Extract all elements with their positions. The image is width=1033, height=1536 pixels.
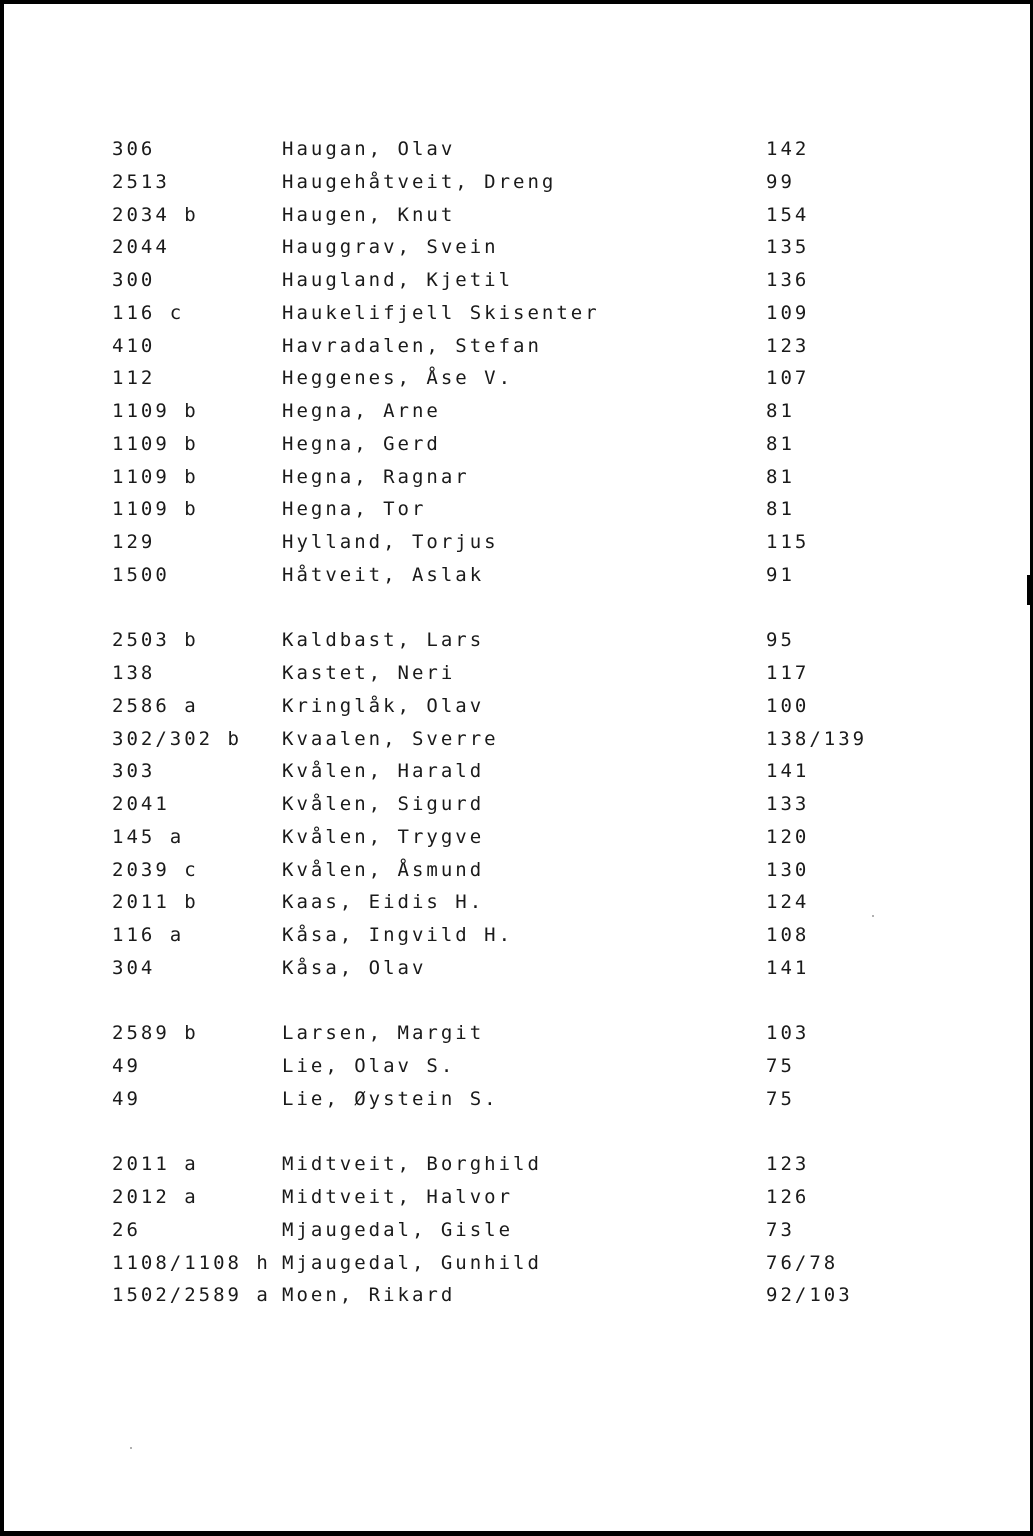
entry-reference-number: 145 a [112, 825, 185, 848]
entry-reference-number: 2513 [112, 170, 170, 193]
index-entry [0, 199, 1033, 232]
entry-page-number: 103 [766, 1022, 810, 1045]
entry-page-number: 76/78 [766, 1251, 839, 1274]
entry-page-number: 115 [766, 531, 810, 553]
entry-name: Kvålen, Åsmund [282, 858, 485, 881]
entry-page-number: 120 [766, 825, 810, 848]
entry-page-number: 108 [766, 924, 810, 946]
entry-reference-number: 26 [112, 1218, 141, 1241]
entry-page-number: 123 [766, 1153, 810, 1176]
entry-name: Hegna, Gerd [282, 432, 441, 455]
entry-reference-number: 2039 c [112, 858, 199, 881]
index-entry [0, 821, 1033, 854]
entry-page-number: 117 [766, 662, 810, 684]
entry-reference-number: 1109 b [112, 432, 199, 455]
entry-page-number: 92/103 [766, 1284, 853, 1307]
entry-page-number: 91 [766, 563, 795, 586]
entry-reference-number: 49 [112, 1055, 141, 1077]
entry-reference-number: 1109 b [112, 400, 199, 422]
entry-reference-number: 129 [112, 531, 156, 553]
entry-name: Hegna, Arne [282, 400, 441, 422]
entry-page-number: 81 [766, 432, 795, 455]
entry-name: Kvålen, Harald [282, 760, 485, 783]
entry-name: Midtveit, Borghild [282, 1153, 542, 1176]
index-entry [0, 1148, 1033, 1181]
entry-name: Kåsa, Olav [282, 956, 427, 979]
entry-name: Haukelifjell Skisenter [282, 301, 600, 324]
entry-name: Kvålen, Sigurd [282, 793, 485, 815]
entry-name: Moen, Rikard [282, 1284, 456, 1307]
entry-page-number: 107 [766, 367, 810, 390]
index-entry [0, 657, 1033, 690]
entry-name: Hylland, Torjus [282, 531, 499, 553]
entry-reference-number: 2586 a [112, 694, 199, 717]
index-entry [0, 1017, 1033, 1050]
index-entry [0, 428, 1033, 461]
entry-name: Kåsa, Ingvild H. [282, 924, 514, 946]
section-gap [0, 985, 1033, 1018]
entry-page-number: 141 [766, 956, 810, 979]
index-entry [0, 297, 1033, 330]
entry-page-number: 81 [766, 400, 795, 422]
entry-name: Haugen, Knut [282, 203, 456, 226]
entry-name: Hegna, Tor [282, 498, 427, 521]
entry-reference-number: 2011 a [112, 1153, 199, 1176]
index-entry [0, 166, 1033, 199]
index-entry [0, 624, 1033, 657]
entry-reference-number: 1109 b [112, 498, 199, 521]
entry-reference-number: 300 [112, 269, 156, 291]
name-index-list [0, 133, 1033, 1312]
entry-reference-number: 116 c [112, 301, 185, 324]
index-entry [0, 788, 1033, 821]
index-entry [0, 231, 1033, 264]
index-entry [0, 755, 1033, 788]
entry-name: Kaas, Eidis H. [282, 891, 485, 914]
entry-name: Mjaugedal, Gisle [282, 1218, 514, 1241]
entry-name: Haugehåtveit, Dreng [282, 170, 557, 193]
entry-name: Kvålen, Trygve [282, 825, 485, 848]
entry-name: Midtveit, Halvor [282, 1186, 514, 1208]
entry-page-number: 124 [766, 891, 810, 914]
entry-name: Kaldbast, Lars [282, 629, 485, 652]
entry-reference-number: 2044 [112, 236, 170, 259]
entry-reference-number: 49 [112, 1087, 141, 1110]
section-gap [0, 1116, 1033, 1149]
entry-reference-number: 410 [112, 334, 156, 357]
index-entry [0, 1279, 1033, 1312]
entry-reference-number: 302/302 b [112, 727, 242, 750]
index-entry [0, 723, 1033, 756]
scan-border-top [0, 0, 1033, 4]
entry-name: Havradalen, Stefan [282, 334, 542, 357]
entry-page-number: 130 [766, 858, 810, 881]
entry-reference-number: 112 [112, 367, 156, 390]
index-entry [0, 133, 1033, 166]
index-entry [0, 1214, 1033, 1247]
index-entry [0, 264, 1033, 297]
index-entry [0, 330, 1033, 363]
scan-speck [130, 1447, 132, 1449]
entry-reference-number: 304 [112, 956, 156, 979]
entry-page-number: 95 [766, 629, 795, 652]
section-gap [0, 592, 1033, 625]
index-entry [0, 493, 1033, 526]
entry-name: Hauggrav, Svein [282, 236, 499, 259]
entry-page-number: 138/139 [766, 727, 868, 750]
index-entry [0, 886, 1033, 919]
entry-reference-number: 303 [112, 760, 156, 783]
entry-page-number: 73 [766, 1218, 795, 1241]
entry-page-number: 142 [766, 138, 810, 160]
entry-page-number: 136 [766, 269, 810, 291]
entry-page-number: 100 [766, 694, 810, 717]
entry-page-number: 75 [766, 1055, 795, 1077]
index-entry [0, 1083, 1033, 1116]
entry-name: Kvaalen, Sverre [282, 727, 499, 750]
entry-reference-number: 1502/2589 a [112, 1284, 271, 1307]
entry-page-number: 126 [766, 1186, 810, 1208]
entry-reference-number: 2589 b [112, 1022, 199, 1045]
index-entry [0, 395, 1033, 428]
entry-name: Haugland, Kjetil [282, 269, 514, 291]
entry-reference-number: 2503 b [112, 629, 199, 652]
index-entry [0, 1050, 1033, 1083]
entry-name: Lie, Olav S. [282, 1055, 456, 1077]
entry-name: Lie, Øystein S. [282, 1087, 499, 1110]
index-entry [0, 690, 1033, 723]
index-entry [0, 461, 1033, 494]
index-entry [0, 919, 1033, 952]
index-entry [0, 559, 1033, 592]
entry-page-number: 75 [766, 1087, 795, 1110]
entry-name: Heggenes, Åse V. [282, 367, 514, 390]
index-entry [0, 362, 1033, 395]
entry-name: Larsen, Margit [282, 1022, 485, 1045]
entry-page-number: 154 [766, 203, 810, 226]
entry-page-number: 81 [766, 498, 795, 521]
entry-reference-number: 2041 [112, 793, 170, 815]
index-entry [0, 1247, 1033, 1280]
entry-reference-number: 1108/1108 h [112, 1251, 271, 1274]
index-entry [0, 1181, 1033, 1214]
entry-name: Kringlåk, Olav [282, 694, 485, 717]
entry-reference-number: 1500 [112, 563, 170, 586]
entry-reference-number: 2034 b [112, 203, 199, 226]
index-entry [0, 952, 1033, 985]
scan-border-bottom [0, 1531, 1033, 1536]
entry-reference-number: 138 [112, 662, 156, 684]
entry-reference-number: 2012 a [112, 1186, 199, 1208]
entry-name: Håtveit, Aslak [282, 563, 485, 586]
entry-reference-number: 306 [112, 138, 156, 160]
entry-page-number: 99 [766, 170, 795, 193]
entry-page-number: 141 [766, 760, 810, 783]
index-entry [0, 526, 1033, 559]
entry-page-number: 123 [766, 334, 810, 357]
entry-reference-number: 1109 b [112, 465, 199, 488]
entry-page-number: 135 [766, 236, 810, 259]
index-entry [0, 854, 1033, 887]
entry-page-number: 81 [766, 465, 795, 488]
entry-page-number: 133 [766, 793, 810, 815]
entry-reference-number: 2011 b [112, 891, 199, 914]
entry-name: Kastet, Neri [282, 662, 456, 684]
entry-page-number: 109 [766, 301, 810, 324]
entry-name: Mjaugedal, Gunhild [282, 1251, 542, 1274]
entry-name: Haugan, Olav [282, 138, 456, 160]
entry-reference-number: 116 a [112, 924, 185, 946]
entry-name: Hegna, Ragnar [282, 465, 470, 488]
